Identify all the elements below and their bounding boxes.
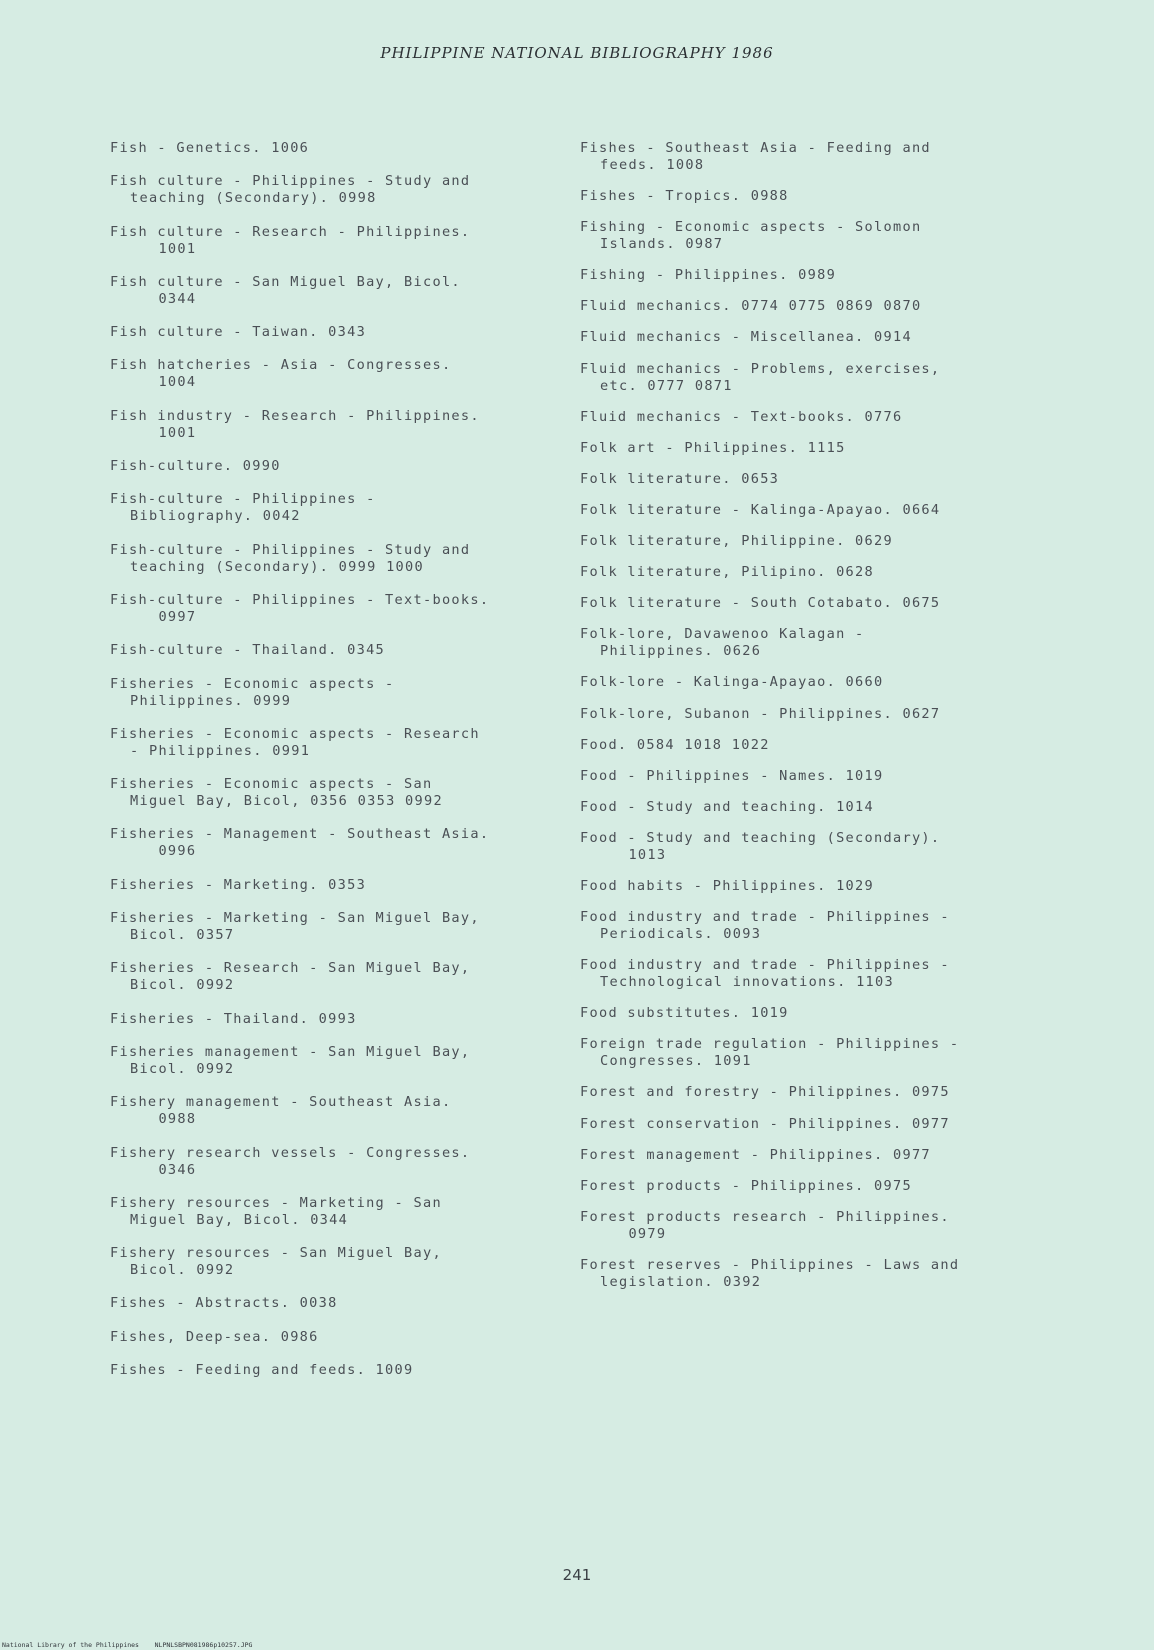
index-entry: Fish-culture - Philippines - Study and teaching (Secondary). 0999 1000 — [110, 541, 471, 575]
index-entry: Forest conservation - Philippines. 0977 — [580, 1115, 950, 1132]
index-entry: Fluid mechanics - Problems, exercises, etc. 0777 0871 — [580, 360, 941, 394]
index-entry: Fish - Genetics. 1006 — [110, 140, 310, 156]
index-entry: Fish culture - Philippines - Study and teaching (Secondary). 0998 — [110, 173, 471, 207]
index-entry: Forest and forestry - Philippines. 0975 — [580, 1084, 950, 1101]
index-entry: Fishing - Economic aspects - Solomon Islands. 0987 — [580, 219, 922, 253]
index-entry: Food - Philippines - Names. 1019 — [580, 767, 884, 784]
index-entry: Food. 0584 1018 1022 — [580, 736, 770, 753]
index-entry: Fisheries - Thailand. 0993 — [110, 1010, 357, 1027]
index-entry: Food industry and trade - Philippines - Periodicals. 0093 — [580, 909, 950, 943]
index-entry: Folk literature - South Cotabato. 0675 — [580, 595, 941, 612]
index-entry: Food - Study and teaching. 1014 — [580, 798, 875, 815]
index-entry: Fisheries - Economic aspects - San Miguel Bay, Bicol, 0356 0353 0992 — [110, 776, 443, 810]
index-entry: Fisheries - Research - San Miguel Bay, Bicol. 0992 — [110, 960, 471, 994]
index-entry: Fisheries - Marketing - San Miguel Bay, Bicol. 0357 — [110, 910, 480, 944]
page-header: PHILIPPINE NATIONAL BIBLIOGRAPHY 1986 — [380, 44, 774, 62]
scan-footer: National Library of the Philippines NLPNLSBPN081986p10257.JPG — [2, 1641, 253, 1649]
index-entry: Fish-culture - Philippines - Text-books. 0997 — [110, 591, 490, 625]
index-entry: Food - Study and teaching (Secondary). 1013 — [580, 829, 941, 863]
index-entry: Folk-lore, Davawenoo Kalagan - Philippines. 0626 — [580, 626, 865, 660]
index-entry: Forest products - Philippines. 0975 — [580, 1177, 912, 1194]
index-entry: Food substitutes. 1019 — [580, 1005, 789, 1022]
index-entry: Folk literature, Philippine. 0629 — [580, 533, 893, 550]
index-entry: Fishes - Tropics. 0988 — [580, 188, 789, 205]
index-entry: Forest reserves - Philippines - Laws and legislation. 0392 — [580, 1256, 960, 1290]
index-entry: Fish industry - Research - Philippines. 1001 — [110, 407, 480, 441]
index-entry: Fish culture - Taiwan. 0343 — [110, 324, 367, 341]
index-entry: Fish-culture - Philippines - Bibliography. 0042 — [110, 491, 376, 525]
index-entry: Fisheries management - San Miguel Bay, Bicol. 0992 — [110, 1043, 471, 1077]
index-entry: Fish-culture. 0990 — [110, 458, 281, 475]
index-entry: Fish culture - Research - Philippines. 1001 — [110, 223, 471, 257]
index-entry: Food industry and trade - Philippines - Technological innovations. 1103 — [580, 957, 950, 991]
index-entry: Fluid mechanics - Miscellanea. 0914 — [580, 329, 912, 346]
index-entry: Fish hatcheries - Asia - Congresses. 1004 — [110, 357, 452, 391]
index-entry: Fisheries - Economic aspects - Philippines. 0999 — [110, 675, 395, 709]
index-column-right — [580, 140, 1050, 1291]
index-entry: Forest products research - Philippines. 0979 — [580, 1208, 950, 1242]
index-entry: Fishery management - Southeast Asia. 0988 — [110, 1094, 452, 1128]
index-entry: Fish culture - San Miguel Bay, Bicol. 0344 — [110, 273, 461, 307]
index-column-left — [110, 140, 580, 1379]
index-entry: Fish-culture - Thailand. 0345 — [110, 642, 386, 659]
index-entry: Fishes - Southeast Asia - Feeding and feeds. 1008 — [580, 140, 931, 173]
index-entry: Fishery research vessels - Congresses. 0346 — [110, 1144, 471, 1178]
index-entry: Folk art - Philippines. 1115 — [580, 439, 846, 456]
index-entry: Food habits - Philippines. 1029 — [580, 877, 875, 894]
index-entry: Fishes - Feeding and feeds. 1009 — [110, 1362, 414, 1379]
index-entry: Fishes - Abstracts. 0038 — [110, 1295, 338, 1312]
index-entry: Folk-lore, Subanon - Philippines. 0627 — [580, 705, 941, 722]
page-number: 241 — [562, 1566, 592, 1584]
index-entry: Folk-lore - Kalinga-Apayao. 0660 — [580, 674, 884, 691]
index-entry: Fishery resources - San Miguel Bay, Bicol. 0992 — [110, 1245, 442, 1279]
index-entry: Fluid mechanics. 0774 0775 0869 0870 — [580, 298, 922, 315]
index-entry: Fishery resources - Marketing - San Miguel Bay, Bicol. 0344 — [110, 1194, 442, 1228]
index-entry: Fisheries - Economic aspects - Research - Philippines. 0991 — [110, 725, 480, 759]
index-entry: Fluid mechanics - Text-books. 0776 — [580, 408, 903, 425]
index-entry: Fisheries - Marketing. 0353 — [110, 876, 367, 893]
index-entry: Fishing - Philippines. 0989 — [580, 267, 837, 284]
index-entry: Fisheries - Management - Southeast Asia. 0996 — [110, 826, 490, 860]
index-entry: Foreign trade regulation - Philippines - Congresses. 1091 — [580, 1036, 960, 1070]
index-entry: Forest management - Philippines. 0977 — [580, 1146, 931, 1163]
index-entry: Folk literature, Pilipino. 0628 — [580, 564, 875, 581]
index-entry: Folk literature. 0653 — [580, 470, 780, 487]
index-entry: Folk literature - Kalinga-Apayao. 0664 — [580, 501, 941, 518]
index-entry: Fishes, Deep-sea. 0986 — [110, 1328, 319, 1345]
